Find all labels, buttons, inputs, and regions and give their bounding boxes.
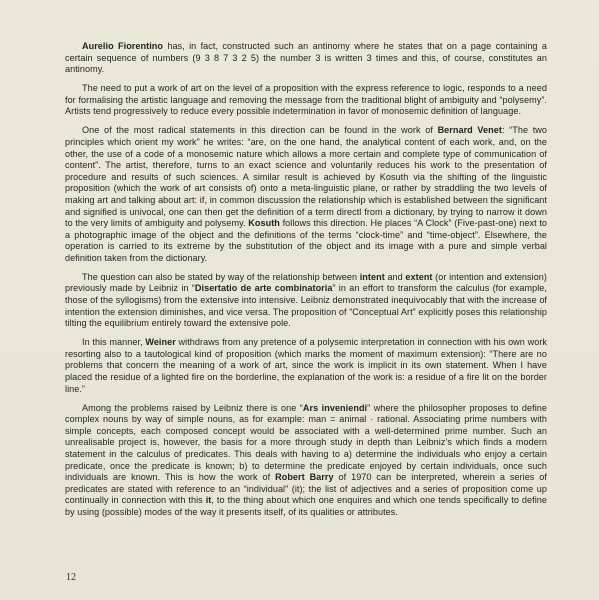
bold-term: Disertatio de arte combinatoria (194, 283, 333, 294)
bold-term: Bernard Venet (437, 125, 502, 136)
bold-term: it (205, 495, 212, 506)
text-run: In this manner, (82, 337, 146, 348)
bold-term: Kosuth (248, 218, 280, 229)
text-run: : “The two principles which orient my work” he writes: “are, on the one hand, the analytical content of each work, and, on the other, the use of a code of a monosemic nature which allows a more certain and complete type of communication of content”. The artist, therefore, turns to an exact science and voluntarily reduces his work to the presentation of procedure and results of such sciences. A similar result is achieved by Kosuth via the shifting of the linguistic proposition (which the work of art consists of) onto a meta-linguistic plane, or rather by straddling the two levels of making art and talking about art: if, in common discussion the relationship which is established between the significant and signified is univocal, one can then get the definition of a term directl from a dictionary, by trying to narrow it down to the very limits of ambiguity and polysemy. (65, 125, 547, 229)
text-run: and (384, 271, 406, 282)
text-run: ” where the philosopher proposes to define complex nouns by way of simple nouns, as for example: man = animal · rational. Associating prime numbers with simple concepts, each composed concept would be associated with a well-determined prime number. Such an unrealisable project is, however, the basis for a more through study in depth than Leibniz’s which finds a modern statement in the calculus of predicates. This deals with having to a) determine the individuals who enjoy a certain predicate, once the predicate is known; b) to determine the predicate enjoyed by certain individuals, once such individuals are known. This is how the work of (65, 402, 547, 483)
text-run: The question can also be stated by way of the relationship between (82, 271, 360, 282)
paragraph (65, 403, 547, 519)
page-number: 12 (66, 572, 76, 583)
paragraph (65, 41, 547, 76)
bold-term: extent (405, 271, 433, 282)
text-run: has, in fact, constructed such an antinomy where he states that on a page containing a certain sequence of numbers (9 3 8 7 3 2 5) the number 3 is written 3 times and this, of course, constitutes an antinomy. (65, 41, 547, 75)
text-run: (or intention and extension) previously made by Leibniz in “ (65, 271, 547, 294)
text-run: of 1970 can be interpreted, wherein a series of predicates are stated with reference to an “individual” (it); the list of adjectives and a series of proposition come up continually in connection with this (65, 472, 547, 506)
paragraph (65, 83, 547, 118)
text-run: follows this direction. He places “A Clock” (Five-past-one) next to a photographic image of the object and the definitions of the terms “clock-time” and “time-object”. Elsewhere, the operation is carried to its extreme by the substitution of the object and its image with a pure and simple verbal definition taken from the dictionary. (65, 218, 547, 263)
text-run: The need to put a work of art on the level of a proposition with the express reference to logic, responds to a need for formalising the artistic language and removing the message from the traditional blight of ambiguity and “polysemy”. Artists tend progressively to reduce every possible indetermination in favor of monosemic definition of language. (65, 83, 547, 117)
bold-term: Aurelio Fiorentino (82, 41, 163, 51)
bold-term: Ars inveniendi (302, 402, 368, 413)
text-run: , to the thing about which one enquires and which one tends specifically to define by using (possible) modes of the way it presents itself, of its qualities or attributes. (65, 495, 547, 517)
paragraph (65, 272, 547, 330)
paragraph (65, 125, 547, 264)
paragraph (65, 337, 547, 395)
text-run: withdraws from any pretence of a polysemic interpretation in connection with his own work resorting also to a tautological kind of proposition (which marks the moment of maximum extension): “There are no problems that concern the meaning of a work of art, since the work is implicit in its own statement. When I have placed the residue of a lighted fire on the borderline, the explanation of the work is: a residue of a fire lit on the border line.” (65, 337, 547, 394)
bold-term: Weiner (145, 337, 176, 348)
body-text (65, 41, 547, 526)
text-run: One of the most radical statements in this direction can be found in the work of (82, 125, 438, 136)
bold-term: intent (359, 271, 385, 282)
text-run: ” in an effort to transform the calculus (for example, those of the syllogisms) from the extensive into intensive. Leibniz demonstrated inequivocably that with the increase of intention the extension diminishes, and vice versa. The proposition of “Conceptual Art” explicitly poses this relationship tilting the equilibrium entirely toward the extensive pole. (65, 283, 547, 329)
text-run: Among the problems raised by Leibniz there is one “ (82, 402, 303, 413)
bold-term: Robert Barry (275, 472, 334, 483)
